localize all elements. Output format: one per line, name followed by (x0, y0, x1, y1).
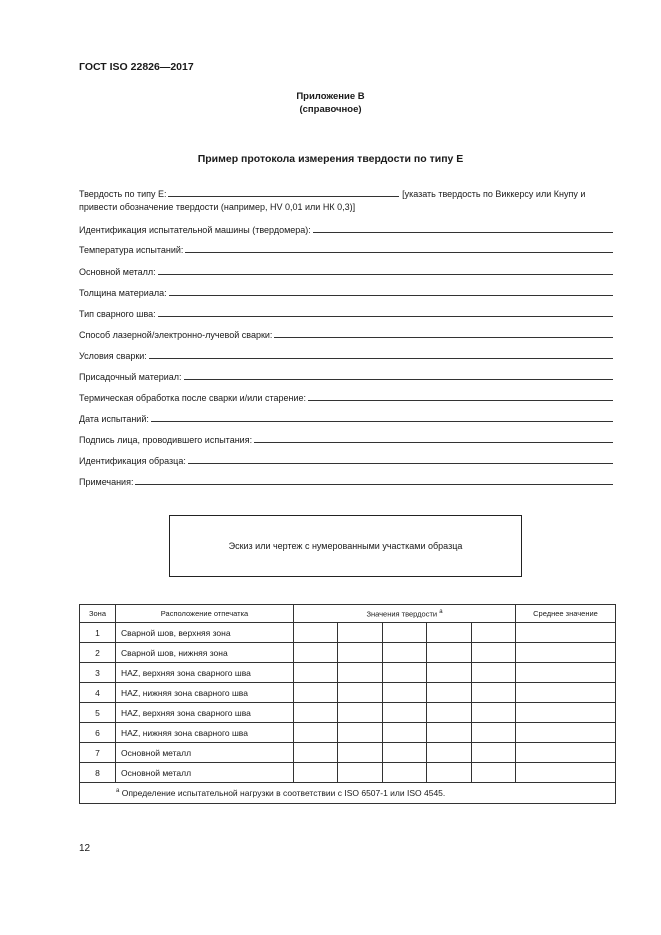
value-cell[interactable] (383, 643, 427, 663)
value-cell[interactable] (383, 723, 427, 743)
field-specimen-id (79, 453, 613, 466)
table-footnote: $^a$ Определение испытательной нагрузки в соответствии с ISO 6507-1 или ISO 4545. (80, 783, 616, 804)
value-cell[interactable] (427, 763, 472, 783)
average-cell[interactable] (516, 623, 616, 643)
field-welding-conditions (79, 348, 613, 361)
document-code: ГОСТ ISO 22826—2017 (79, 61, 194, 73)
field-blank[interactable] (149, 349, 613, 359)
value-cell[interactable] (427, 743, 472, 763)
value-cell[interactable] (383, 623, 427, 643)
field-label: Идентификация образца: (79, 456, 186, 466)
location-cell: Основной металл (116, 743, 294, 763)
value-cell[interactable] (338, 623, 383, 643)
field-blank[interactable] (308, 391, 613, 401)
table-row (80, 663, 616, 683)
location-cell: Сварной шов, нижняя зона (116, 643, 294, 663)
field-label: Дата испытаний: (79, 414, 149, 424)
field-heat-treatment (79, 390, 613, 403)
zone-cell: 6 (80, 723, 116, 743)
value-cell[interactable] (472, 623, 516, 643)
value-cell[interactable] (294, 703, 338, 723)
field-blank[interactable] (184, 370, 613, 380)
field-test-temperature (79, 242, 613, 255)
value-cell[interactable] (427, 643, 472, 663)
value-cell[interactable] (383, 763, 427, 783)
location-cell: HAZ, верхняя зона сварного шва (116, 663, 294, 683)
table-row (80, 703, 616, 723)
footnote-marker: a (116, 788, 120, 795)
value-cell[interactable] (294, 663, 338, 683)
value-cell[interactable] (472, 683, 516, 703)
value-cell[interactable] (472, 743, 516, 763)
field-blank[interactable] (274, 328, 613, 338)
value-cell[interactable] (294, 683, 338, 703)
value-cell[interactable] (427, 723, 472, 743)
location-cell: Основной металл (116, 763, 294, 783)
field-label: Подпись лица, проводившего испытания: (79, 435, 253, 445)
field-filler-material (79, 369, 613, 382)
value-cell[interactable] (383, 703, 427, 723)
page-number: 12 (79, 843, 91, 854)
field-label: Идентификация испытательной машины (твердомера): (79, 225, 311, 235)
value-cell[interactable] (294, 763, 338, 783)
field-label: Присадочный материал: (79, 372, 182, 382)
value-cell[interactable] (294, 723, 338, 743)
location-cell: Сварной шов, верхняя зона (116, 623, 294, 643)
field-blank[interactable] (313, 223, 613, 233)
value-cell[interactable] (338, 703, 383, 723)
table-header-row (80, 605, 616, 623)
annex-subtitle: (справочное) (299, 104, 362, 115)
value-cell[interactable] (427, 623, 472, 643)
average-cell[interactable] (516, 723, 616, 743)
zone-cell: 8 (80, 763, 116, 783)
hardness-type-field (79, 187, 614, 214)
field-label: Примечания: (79, 477, 134, 487)
value-cell[interactable] (294, 643, 338, 663)
value-cell[interactable] (472, 763, 516, 783)
value-cell[interactable] (294, 623, 338, 643)
field-label: Термическая обработка после сварки и/или старение: (79, 393, 306, 403)
zone-cell: 4 (80, 683, 116, 703)
value-cell[interactable] (472, 663, 516, 683)
field-blank[interactable] (135, 475, 613, 485)
field-blank[interactable] (158, 307, 613, 317)
field-label: Температура испытаний: (79, 245, 184, 255)
sketch-box-text: Эскиз или чертеж с нумерованными участками образца (228, 541, 463, 551)
hardness-type-label: Твердость по типу Е: (79, 189, 167, 199)
field-label: Способ лазерной/электронно-лучевой сварки: (79, 330, 273, 340)
header-zone: Зона (80, 605, 116, 623)
field-blank[interactable] (185, 243, 613, 253)
zone-cell: 7 (80, 743, 116, 763)
field-thickness (79, 285, 613, 298)
section-title: Пример протокола измерения твердости по типу Е (197, 153, 464, 165)
average-cell[interactable] (516, 683, 616, 703)
sketch-box (169, 515, 522, 577)
value-cell[interactable] (383, 743, 427, 763)
field-label: Условия сварки: (79, 351, 147, 361)
value-cell[interactable] (383, 683, 427, 703)
average-cell[interactable] (516, 643, 616, 663)
value-cell[interactable] (338, 743, 383, 763)
hardness-type-hint-2: привести обозначение твердости (например, HV 0,01 или НК 0,3)] (79, 202, 356, 212)
field-notes (79, 474, 613, 487)
table-row (80, 763, 616, 783)
hardness-results-table (79, 604, 616, 804)
value-cell[interactable] (472, 643, 516, 663)
value-cell[interactable] (338, 723, 383, 743)
hardness-type-hint-1: [указать твердость по Виккерсу или Кнупу и (402, 189, 586, 199)
field-label: Основной металл: (79, 267, 156, 277)
table-row (80, 743, 616, 763)
field-machine-id (79, 222, 613, 235)
value-cell[interactable] (338, 763, 383, 783)
field-test-date (79, 411, 613, 424)
value-cell[interactable] (427, 663, 472, 683)
average-cell[interactable] (516, 663, 616, 683)
field-blank[interactable] (158, 265, 613, 275)
value-cell[interactable] (427, 683, 472, 703)
hardness-type-blank[interactable] (168, 187, 399, 197)
zone-cell: 1 (80, 623, 116, 643)
location-cell: HAZ, нижняя зона сварного шва (116, 723, 294, 743)
value-cell[interactable] (427, 703, 472, 723)
field-label: Толщина материала: (79, 288, 167, 298)
location-cell: HAZ, верхняя зона сварного шва (116, 703, 294, 723)
table-row (80, 643, 616, 663)
table-footnote-row (80, 783, 616, 804)
field-signature (79, 432, 613, 445)
table-row (80, 683, 616, 703)
header-hardness-values: Значения твердости $^a$ (294, 605, 516, 623)
field-blank[interactable] (254, 433, 613, 443)
zone-cell: 3 (80, 663, 116, 683)
value-cell[interactable] (294, 743, 338, 763)
value-cell[interactable] (338, 683, 383, 703)
value-cell[interactable] (383, 663, 427, 683)
average-cell[interactable] (516, 763, 616, 783)
field-label: Тип сварного шва: (79, 309, 156, 319)
table-row (80, 723, 616, 743)
field-blank[interactable] (188, 454, 613, 464)
average-cell[interactable] (516, 743, 616, 763)
field-base-metal (79, 264, 613, 277)
header-location: Расположение отпечатка (116, 605, 294, 623)
location-cell: HAZ, нижняя зона сварного шва (116, 683, 294, 703)
field-blank[interactable] (169, 286, 613, 296)
field-blank[interactable] (151, 412, 613, 422)
header-average: Среднее значение (516, 605, 616, 623)
field-weld-type (79, 306, 613, 319)
zone-cell: 5 (80, 703, 116, 723)
value-cell[interactable] (338, 643, 383, 663)
field-welding-method (79, 327, 613, 340)
value-cell[interactable] (472, 703, 516, 723)
annex-title: Приложение В (296, 91, 365, 102)
value-cell[interactable] (472, 723, 516, 743)
value-cell[interactable] (338, 663, 383, 683)
table-row (80, 623, 616, 643)
footnote-marker: a (439, 608, 443, 615)
average-cell[interactable] (516, 703, 616, 723)
zone-cell: 2 (80, 643, 116, 663)
